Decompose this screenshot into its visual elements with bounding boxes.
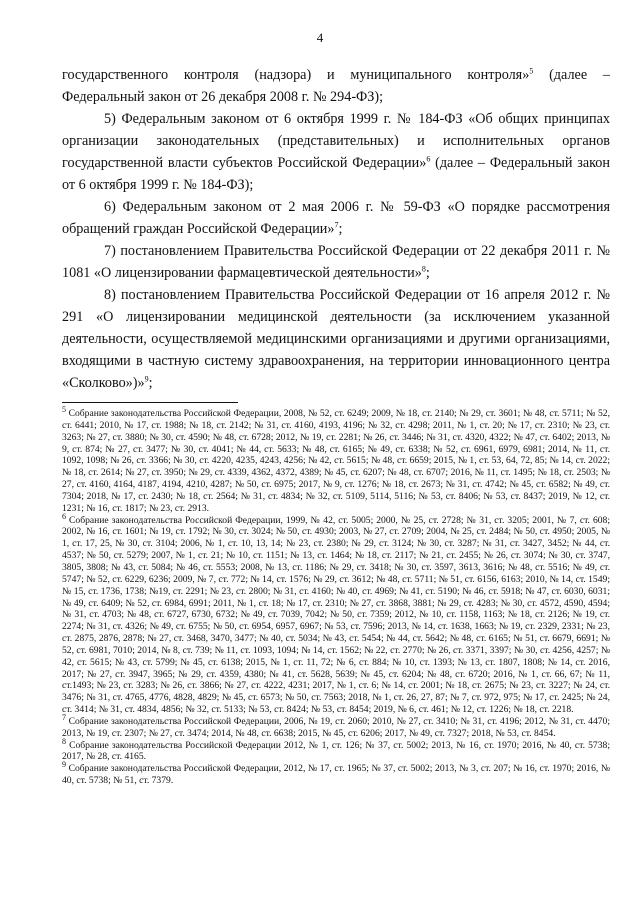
paragraph-4-text: 7) постановлением Правительства Российской Федерации от 22 декабря 2011 г. № 1081 «О лицензировании фармацевтической деятельности» [62,243,610,281]
paragraph-4-tail: ; [425,265,430,281]
paragraph-3 [62,196,610,240]
footnote-9 [62,760,610,787]
footnote-ref-9[interactable]: 9 [144,374,149,384]
footnote-8-number: 8 [62,736,66,746]
footnotes [62,404,610,787]
paragraph-5-tail: ; [148,375,153,391]
body-text [62,64,610,394]
footnote-7 [62,712,610,740]
paragraph-3-tail: ; [338,221,343,237]
paragraph-5 [62,284,610,394]
footnote-9-text: Собрание законодательства Российской Федерации, 2012, № 17, ст. 1965; № 37, ст. 5002; 2013, № 3, ст. 207; № 16, ст. 1970; 2016, № 40, ст. 5738; № 51, ст. 7379. [62,763,610,787]
footnote-6 [62,511,610,716]
footnote-7-text: Собрание законодательства Российской Федерации, 2006, № 19, ст. 2060; 2010, № 27, ст. 3410; № 31, ст. 4196; 2012, № 31, ст. 4470; 2013, № 19, ст. 2307; № 27, ст. 3474; 2014, № 48, ст. 6638; 2015, № 45, ст. 6206; 2017, № 49, ст. 7327; 2018, № 53, ст. 8454. [62,715,610,739]
paragraph-3-text: 6) Федеральным законом от 2 мая 2006 г. № 59-ФЗ «О порядке рассмотрения обращений граждан Российской Федерации» [62,199,610,237]
footnote-ref-7[interactable]: 7 [334,220,339,230]
paragraph-4 [62,240,610,284]
footnote-ref-5[interactable]: 5 [529,66,534,76]
paragraph-1-tail: (далее – Федеральный закон от 26 декабря 2008 г. № 294-ФЗ); [62,67,610,105]
footnote-ref-8[interactable]: 8 [421,264,426,274]
footnote-5-number: 5 [62,404,66,414]
footnote-8 [62,736,610,764]
footnote-8-text: Собрание законодательства Российской Федерации 2012, № 1, ст. 126; № 37, ст. 5002; 2013, № 16, ст. 1970; 2016, № 40, ст. 5738; 2017, № 28, ст. 4165. [62,739,610,763]
paragraph-1-text: государственного контроля (надзора) и муниципального контроля» [62,67,530,83]
footnote-7-number: 7 [62,712,66,722]
paragraph-1 [62,64,610,108]
footnote-5-text: Собрание законодательства Российской Федерации, 2008, № 52, ст. 6249; 2009, № 18, ст. 2140; № 29, ст. 3601; № 48, ст. 5711; № 52, ст. 6441; 2010, № 17, ст. 1988; № 18, ст. 2142; № 31, ст. 4160, 4193, 4196; № 32, ст. 4298; 2011, № 1, ст. 20; № 17, ст. 2310; № 23, ст. 3263; № 27, ст. 3880; № 30, ст. 4590; № 48, ст. 6728; 2012, № 19, ст. 2281; № 26, ст. 3446; № 31, ст. 4320, 4322; № 47, ст. 6402; 2013, № 9, ст. 874; № 27, ст. 3477; № 30, ст. 4041; № 44, ст. 5633; № 48, ст. 6165; № 49, ст. 6338; № 52, ст. 6961, 6979, 6981; 2014, № 11, ст. 1092, 1098; № 26, ст. 3366; № 30, ст. 4220, 4235, 4243, 4256; № 42, ст. 5615; № 48, ст. 6659; 2015, № 1, ст. 53, 64, 72, 85; № 14, ст. 2022; № 18, ст. 2614; № 27, ст. 3950; № 29, ст. 4339, 4362, 4372, 4389; № 45, ст. 6207; № 48, ст. 6707; 2016, № 11, ст. 1495; № 18, ст. 2503; № 27, ст. 4160, 4164, 4187, 4194, 4210, 4287; № 50, ст. 6975; 2017, № 9, ст. 1276; № 18, ст. 2673; № 31, ст. 4742; № 45, ст. 6582; № 49, ст. 7304; 2018, № 17, ст. 2430; № 18, ст. 2564; № 31, ст. 4834; № 32, ст. 5109, 5114, 5116; № 53, ст. 8406; № 53, ст. 8437; 2019, № 12, ст. 1231; № 16, ст. 1817; № 23, ст. 2913. [62,408,610,514]
footnote-5 [62,404,610,515]
paragraph-2-text: 5) Федеральным законом от 6 октября 1999 г. № 184-ФЗ «Об общих принципах организации законодательных (представительных) и исполнительных органов государственной власти субъектов Российской Федерации» [62,111,610,171]
footnote-6-number: 6 [62,511,66,521]
paragraph-2 [62,108,610,196]
paragraph-2-tail: (далее – Федеральный закон от 6 октября 1999 г. № 184-ФЗ); [62,155,610,193]
footnote-9-number: 9 [62,760,66,770]
page-number: 4 [316,30,324,45]
footnote-ref-6[interactable]: 6 [426,154,431,164]
footnote-6-text: Собрание законодательства Российской Федерации, 1999, № 42, ст. 5005; 2000, № 25, ст. 2728; № 31, ст. 3205; 2001, № 7, ст. 608; 2002, № 16, ст. 1601; № 19, ст. 1792; № 30, ст. 3024; № 50, ст. 4930; 2003, № 27, ст. 2709; 2004, № 25, ст. 2484; № 50, ст. 4950; 2005, № 1, ст. 17, 25, № 30, ст. 3104; 2006, № 1, ст. 10, 13, 14; № 23, ст. 2380; № 29, ст. 3124; № 30, ст. 3287; № 31, ст. 3427, 3452; № 44, ст. 4537; № 50, ст. 5279; 2007, № 1, ст. 21; № 10, ст. 1151; № 13, ст. 1464; № 18, ст. 2117; № 21, ст. 2455; № 26, ст. 3074; № 30, ст. 3747, 3805, 3808; № 43, ст. 5084; № 46, ст. 5553; 2008, № 13, ст. 1186; № 29, ст. 3418; № 30, ст. 3597, 3613, 3616; № 48, ст. 5516; № 49, ст. 5747; № 52, ст. 6229, 6236; 2009, № 7, ст. 772; № 14, ст. 1576; № 29, ст. 3612; № 48, ст. 5711; № 51, ст. 6156, 6163; 2010, № 14, ст. 1549; № 15, ст. 1736, 1738; №19, ст. 2291; № 23, ст. 2800; № 31, ст. 4160; № 40, ст. 4969; № 41, ст. 5190; № 46, ст. 5918; № 47, ст. 6030, 6031; № 49, ст. 6409; № 52, ст. 6984, 6991; 2011, № 1, ст. 18; № 17, ст. 2310; № 27, ст. 3868, 3881; № 29, ст. 4283; № 30, ст. 4572, 4590, 4594; № 31, ст. 4703; № 48, ст. 6727, 6730, 6732; № 49, ст. 7039, 7042; № 50, ст. 7359; 2012, № 10, ст. 1158, 1163; № 18, ст. 2126; № 19, ст. 2274; № 31, ст. 4326; № 49, ст. 6755; № 50, ст. 6954, 6957, 6967; № 53, ст. 7596; 2013, № 14, ст. 1638, 1663; № 19, ст. 2329, 2331; № 23, ст. 2875, 2876, 2878; № 27, ст. 3468, 3470, 3477; № 40, ст. 5034; № 43, ст. 5454; № 44, ст. 5642; № 48, ст. 6165; № 51, ст. 6679, 6691; № 52, ст. 6981, 7010; 2014, № 8, ст. 739; № 11, ст. 1093, 1094; № 14, ст. 1562; № 22, ст. 2770; № 26, ст. 3371, 3397; № 30, ст. 4256, 4257; № 42, ст. 5615; № 43, ст. 5799; № 45, ст. 6138; 2015, № 1, ст. 11, 72; № 6, ст. 884; № 10, ст. 1393; № 13, ст. 1807, 1808; № 14, ст. 2016, 2017; № 27, ст. 3947, 3965; № 29, ст. 4359, 4380; № 41, ст. 5628, 5639; № 45, ст. 6204; № 48, ст. 6720; 2016, № 1, ст. 66, 67; № 11, ст.1493; № 23, ст. 3283; № 26, ст. 3866; № 27, ст. 4222, 4231; 2017, № 1, ст. 6; № 14, ст. 2001; № 18, ст. 2675; № 23, ст. 3227; № 24, ст. 3476; № 31, ст. 4765, 4776, 4828, 4829; № 45, ст. 6573; № 50, ст. 7563; 2018, № 1, ст. 26, 27, 87; № 7, ст. 972, 975; № 17, ст. 2425; № 24, ст. 3414; № 31, ст. 4834, 4856; № 32, ст. 5133; № 53, ст. 8424; № 53, ст. 8454; 2019, № 6, ст. 461; № 12, ст. 1226; № 18, ст. 2218. [62,514,610,716]
footnote-separator [62,402,238,403]
paragraph-5-text: 8) постановлением Правительства Российской Федерации от 16 апреля 2012 г. № 291 «О лицензировании медицинской деятельности (за исключением указанной деятельности, осуществляемой медицинскими организациями и другими организациями, входящими в частную систему здравоохранения, на территории инновационного центра «Сколково»)» [62,287,610,391]
